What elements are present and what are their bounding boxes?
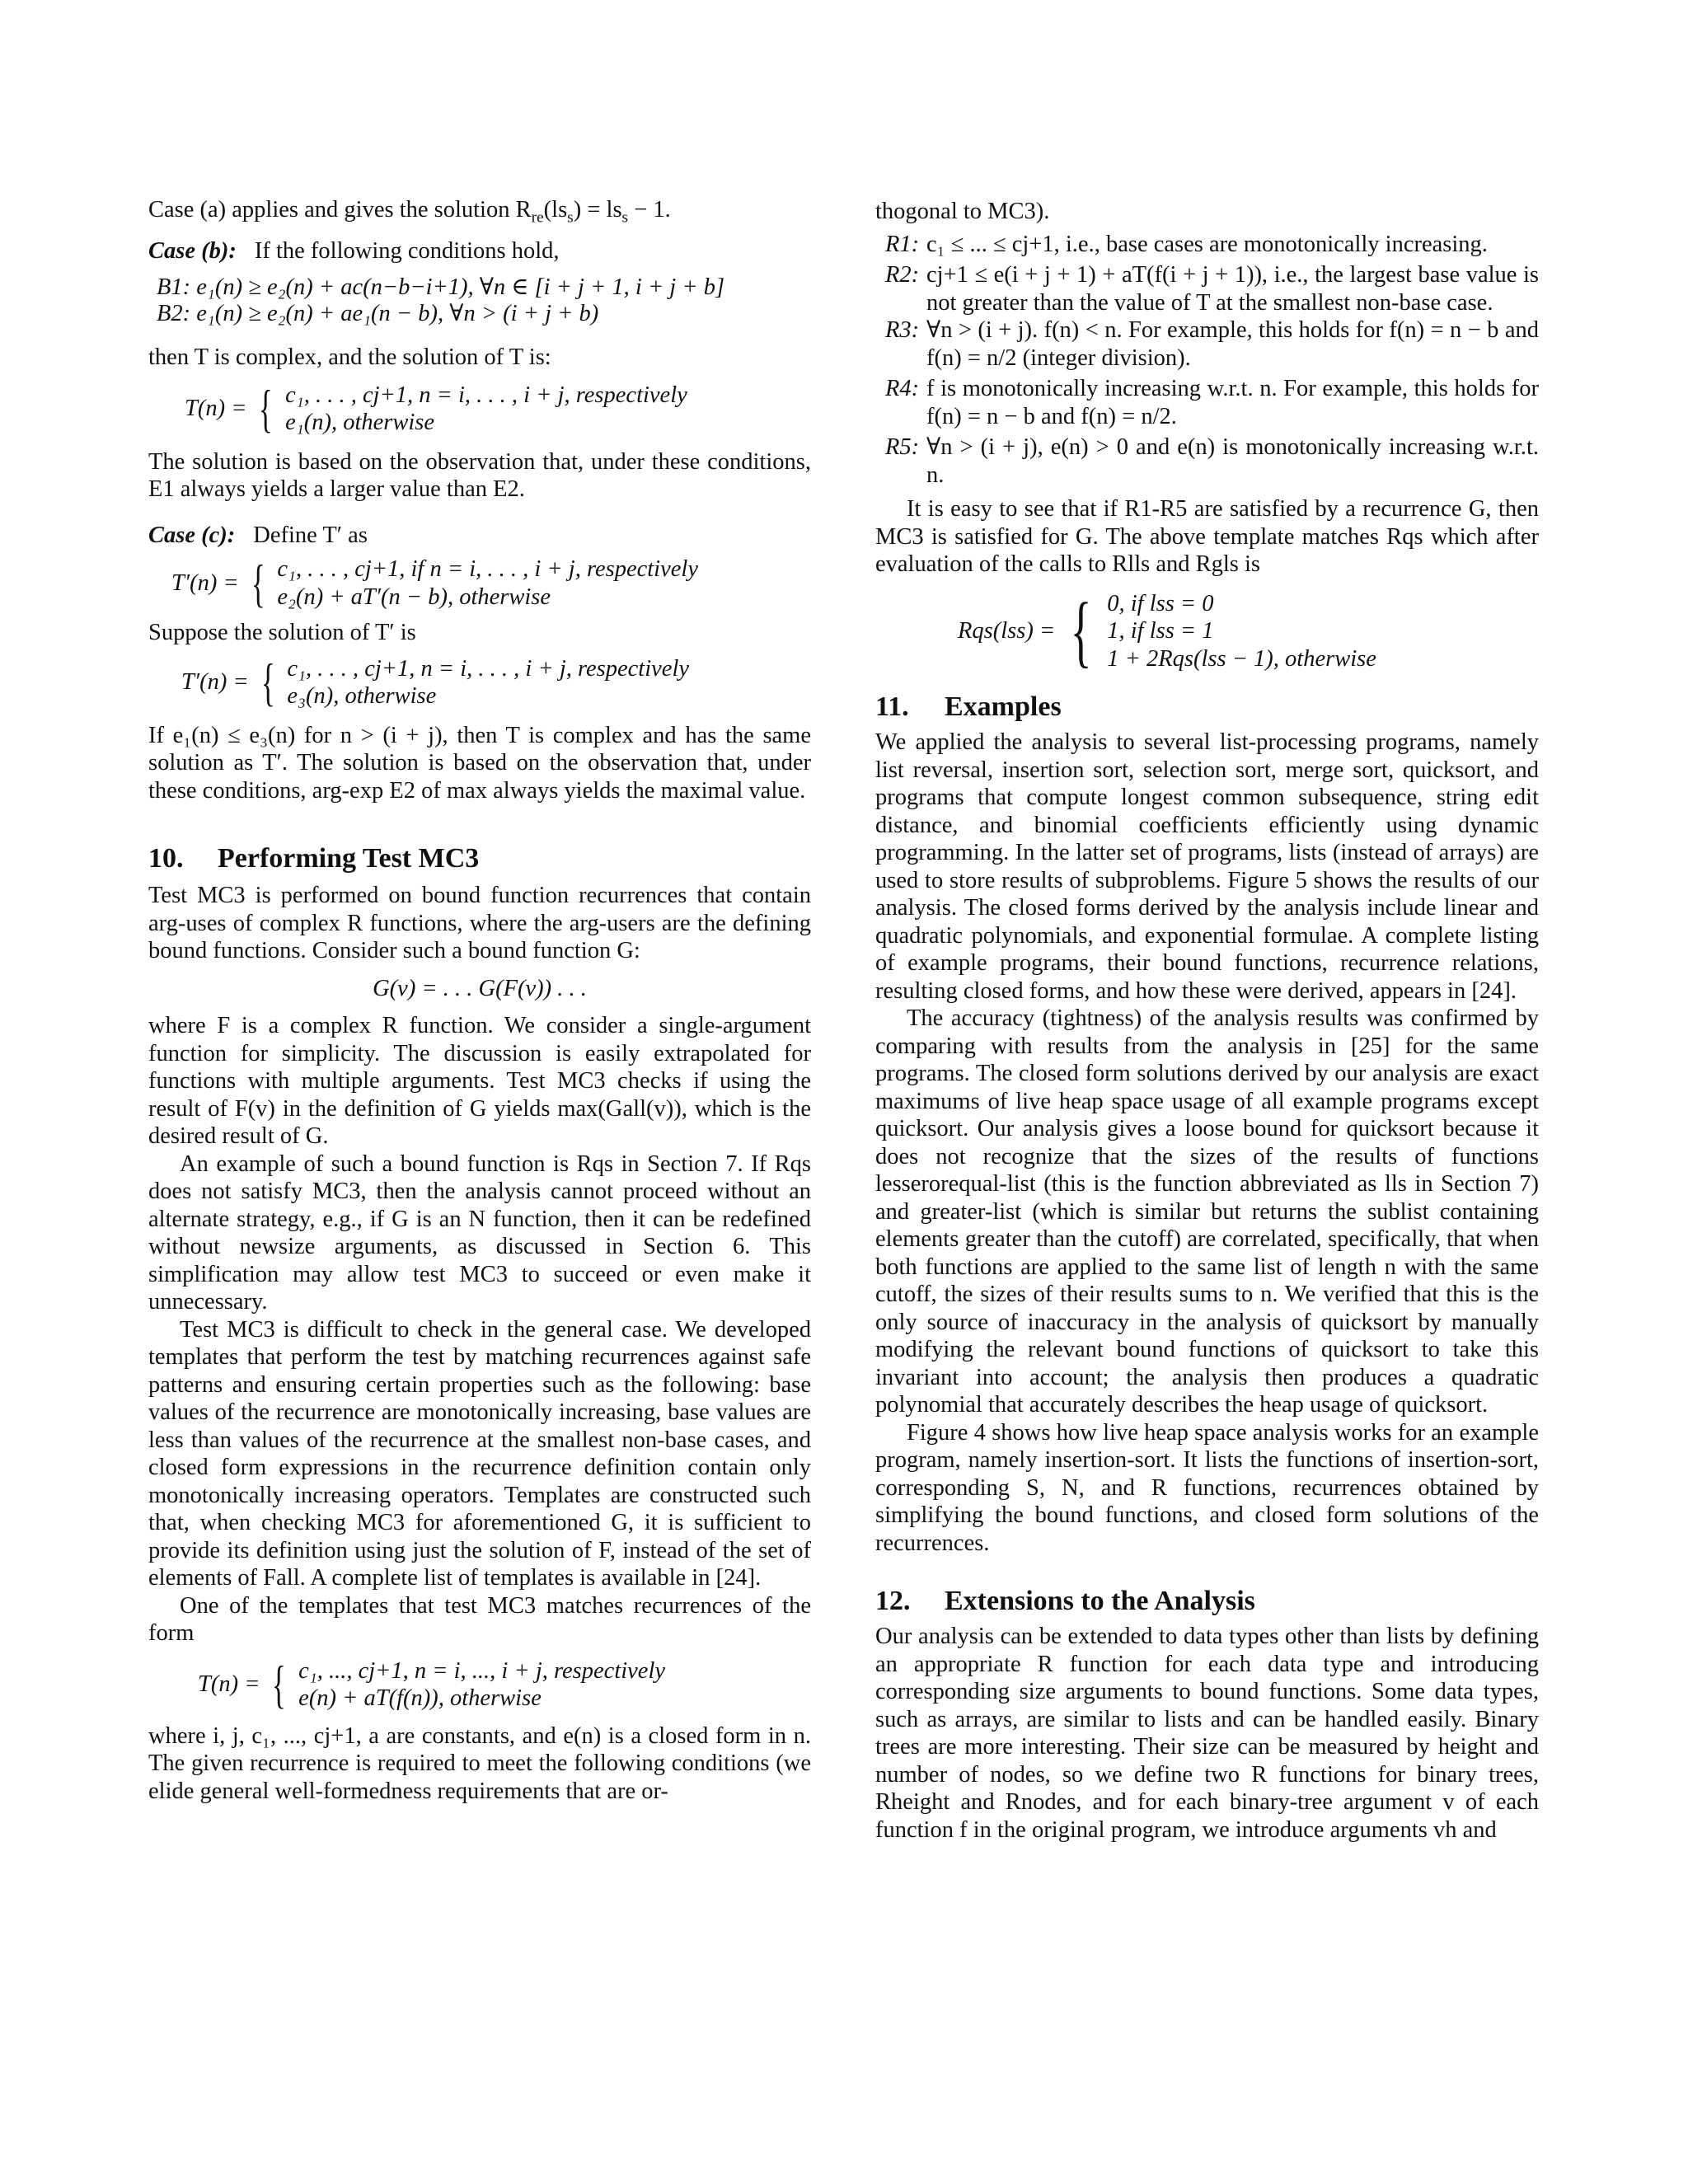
equation-template: T(n) = { c₁, ..., cj+1, n = i, ..., i + j, respectively e(n) + aT(f(n)), otherwise [198, 1655, 666, 1713]
equation-t-prime-def: T′(n) = { c₁, . . . , cj+1, if n = i, . . . , i + j, respectively e₂(n) + aT′(n − b), otherwise [171, 553, 698, 612]
section-11-heading: 11. Examples [875, 691, 1062, 722]
requirement-r3: R3: ∀n > (i + j). f(n) < n. For example, this holds for f(n) = n − b and f(n) = n/2 (integer division). [885, 317, 1539, 371]
case-a-paragraph: Case (a) applies and gives the solution $R_{re}(ls_s) = ls_s - 1$. [148, 197, 671, 227]
case-b-label: Case (b): [148, 237, 237, 264]
sec12-paragraph-1: Our analysis can be extended to data types other than lists by defining an appropriate R function for each data type and introducing corresponding size arguments to bound functions. Some data types, such as arrays, are similar to lists and can be handled easily. Binary trees are more interesting. Their size can be measured by height and number of nodes, so we define two R functions for binary trees, Rheight and Rnodes, and for each binary-tree argument v of each function f in the original program, we introduce arguments vh and [875, 1624, 1539, 1843]
requirement-r5: R5: ∀n > (i + j), e(n) > 0 and e(n) is monotonically increasing w.r.t. n. [885, 434, 1539, 488]
sec10-paragraph-1: Test MC3 is performed on bound function recurrences that contain arg-uses of complex R functions, where the arg-users are the defining bound functions. Consider such a bound function G: [148, 883, 811, 963]
section-10-heading: 10. Performing Test MC3 [148, 843, 480, 874]
requirement-r2: R2: cj+1 ≤ e(i + j + 1) + aT(f(i + j + 1)), i.e., the largest base value is not greater than the value of T at the smallest non-base case. [885, 262, 1539, 316]
sec10-paragraph-6: where i, j, c₁, ..., cj+1, a are constants, and e(n) is a closed form in n. The given recurrence is required to meet the following conditions (we elide general well-formedness requirements that are or- [148, 1722, 811, 1804]
equation-t: T(n) = { c₁, . . . , cj+1, n = i, . . . , i + j, respectively e₁(n), otherwise [185, 379, 687, 438]
case-b-conditions [157, 274, 811, 327]
if-paragraph: If e₁(n) ≤ e₃(n) for n > (i + j), then T is complex and has the same solution as T′. The solution is based on the observation that, under these conditions, arg-exp E2 of max always yields the maximal value. [148, 722, 811, 804]
case-b-heading: Case (b): If the following conditions hold, [148, 237, 560, 264]
sec10-paragraph-4: Test MC3 is difficult to check in the general case. We developed templates that perform the test by matching recurrences against safe patterns and ensuring certain properties such as the following: base values of the recurrence are monotonically increasing, base values are less than values of the recurrence at the smallest non-base cases, and closed form expressions in the recurrence definition contain only monotonically increasing operators. Templates are constructed such that, when checking MC3 for aforementioned G, it is sufficient to provide its definition using just the solution of F, instead of the set of elements of Fall. A complete list of templates is available in [24]. [148, 1316, 811, 1591]
sec11-paragraph-1: We applied the analysis to several list-processing programs, namely list reversal, insertion sort, selection sort, merge sort, quicksort, and programs that compute longest common subsequence, string edit distance, and binomial coefficients efficiently using dynamic programming. In the latter set of programs, lists (instead of arrays) are used to store results of subproblems. Figure 5 shows the results of our analysis. The closed forms derived by the analysis include linear and quadratic polynomials, and exponential formulae. A complete listing of example programs, their bound functions, recurrence relations, resulting closed forms, and how these were derived, appears in [24]. [875, 729, 1539, 1004]
requirements-list [875, 231, 1539, 490]
solution-observation: The solution is based on the observation that, under these conditions, E1 always yields a larger value than E2. [148, 448, 811, 502]
sec10-paragraph-2: where F is a complex R function. We consider a single-argument function for simplicity. The discussion is easily extrapolated for functions with multiple arguments. Test MC3 checks if using the result of F(v) in the definition of G yields max(Gall(v)), which is the desired result of G. [148, 1013, 811, 1149]
sec10-paragraph-3: An example of such a bound function is Rqs in Section 7. If Rqs does not satisfy MC3, then the analysis cannot proceed without an alternate strategy, e.g., if G is an N function, then it can be redefined without newsize arguments, as discussed in Section 6. This simplification may allow test MC3 to succeed or even make it unnecessary. [148, 1151, 811, 1315]
condition-b2: B2: e₁(n) ≥ e₂(n) + ae₁(n − b), ∀n > (i + j + b) [157, 301, 599, 326]
left-column [148, 196, 811, 1805]
case-c-label: Case (c): [148, 522, 236, 548]
requirement-r1: R1: c₁ ≤ ... ≤ cj+1, i.e., base cases are monotonically increasing. [885, 231, 1488, 257]
continuation-text: thogonal to MC3). [875, 199, 1050, 224]
brace: { [259, 379, 274, 438]
sec11-paragraph-2: The accuracy (tightness) of the analysis results was confirmed by comparing with results from the analysis in [25] for the same programs. The closed form solutions derived by our analysis are exact maximums of live heap space usage of all example programs except quicksort. Our analysis gives a loose bound for quicksort because it does not recognize that the sizes of the results of functions lesserorequal-list (this is the function abbreviated as lls in Section 7) and greater-list (which is similar but returns the sublist containing elements greater than the cutoff) are correlated, specifically, that when both functions are applied to the same list of length n with the same cutoff, the sizes of their results sums to n. We verified that this is the only source of inaccuracy in the analysis of quicksort by manually modifying the relevant bound functions of quicksort to take this invariant into account; the analysis then produces a quadratic polynomial that accurately describes the heap usage of quicksort. [875, 1005, 1539, 1418]
sec10-paragraph-5: One of the templates that test MC3 matches recurrences of the form [148, 1592, 811, 1646]
sec11-paragraph-3: Figure 4 shows how live heap space analysis works for an example program, namely insertion-sort. It lists the functions of insertion-sort, corresponding S, N, and R functions, recurrences obtained by simplifying the bound functions, and closed form solutions of the recurrences. [875, 1419, 1539, 1556]
suppose-paragraph: Suppose the solution of T′ is [148, 620, 416, 645]
easy-paragraph: It is easy to see that if R1-R5 are satisfied by a recurrence G, then MC3 is satisfied for G. The above template matches Rqs which after evaluation of the calls to Rlls and Rgls is [875, 496, 1539, 577]
right-column [875, 198, 1539, 1844]
equation-g: G(v) = . . . G(F(v)) . . . [373, 975, 587, 1001]
requirement-r4: R4: f is monotonically increasing w.r.t. n. For example, this holds for f(n) = n − b and f(n) = n/2. [885, 376, 1539, 429]
equation-t-prime-solution: T′(n) = { c₁, . . . , cj+1, n = i, . . . , i + j, respectively e₃(n), otherwise [181, 653, 690, 711]
condition-b1: B1: e₁(n) ≥ e₂(n) + ac(n−b−i+1), ∀n ∈ [i + j + 1, i + j + b] [157, 274, 725, 300]
section-12-heading: 12. Extensions to the Analysis [875, 1586, 1255, 1616]
then-paragraph: then T is complex, and the solution of T is: [148, 344, 551, 370]
equation-rqs: Rqs(lss) = { 0, if lss = 0 1, if lss = 1 1 + 2Rqs(lss − 1), otherwise [958, 586, 1376, 676]
case-c-heading: Case (c): Define T′ as [148, 522, 368, 548]
